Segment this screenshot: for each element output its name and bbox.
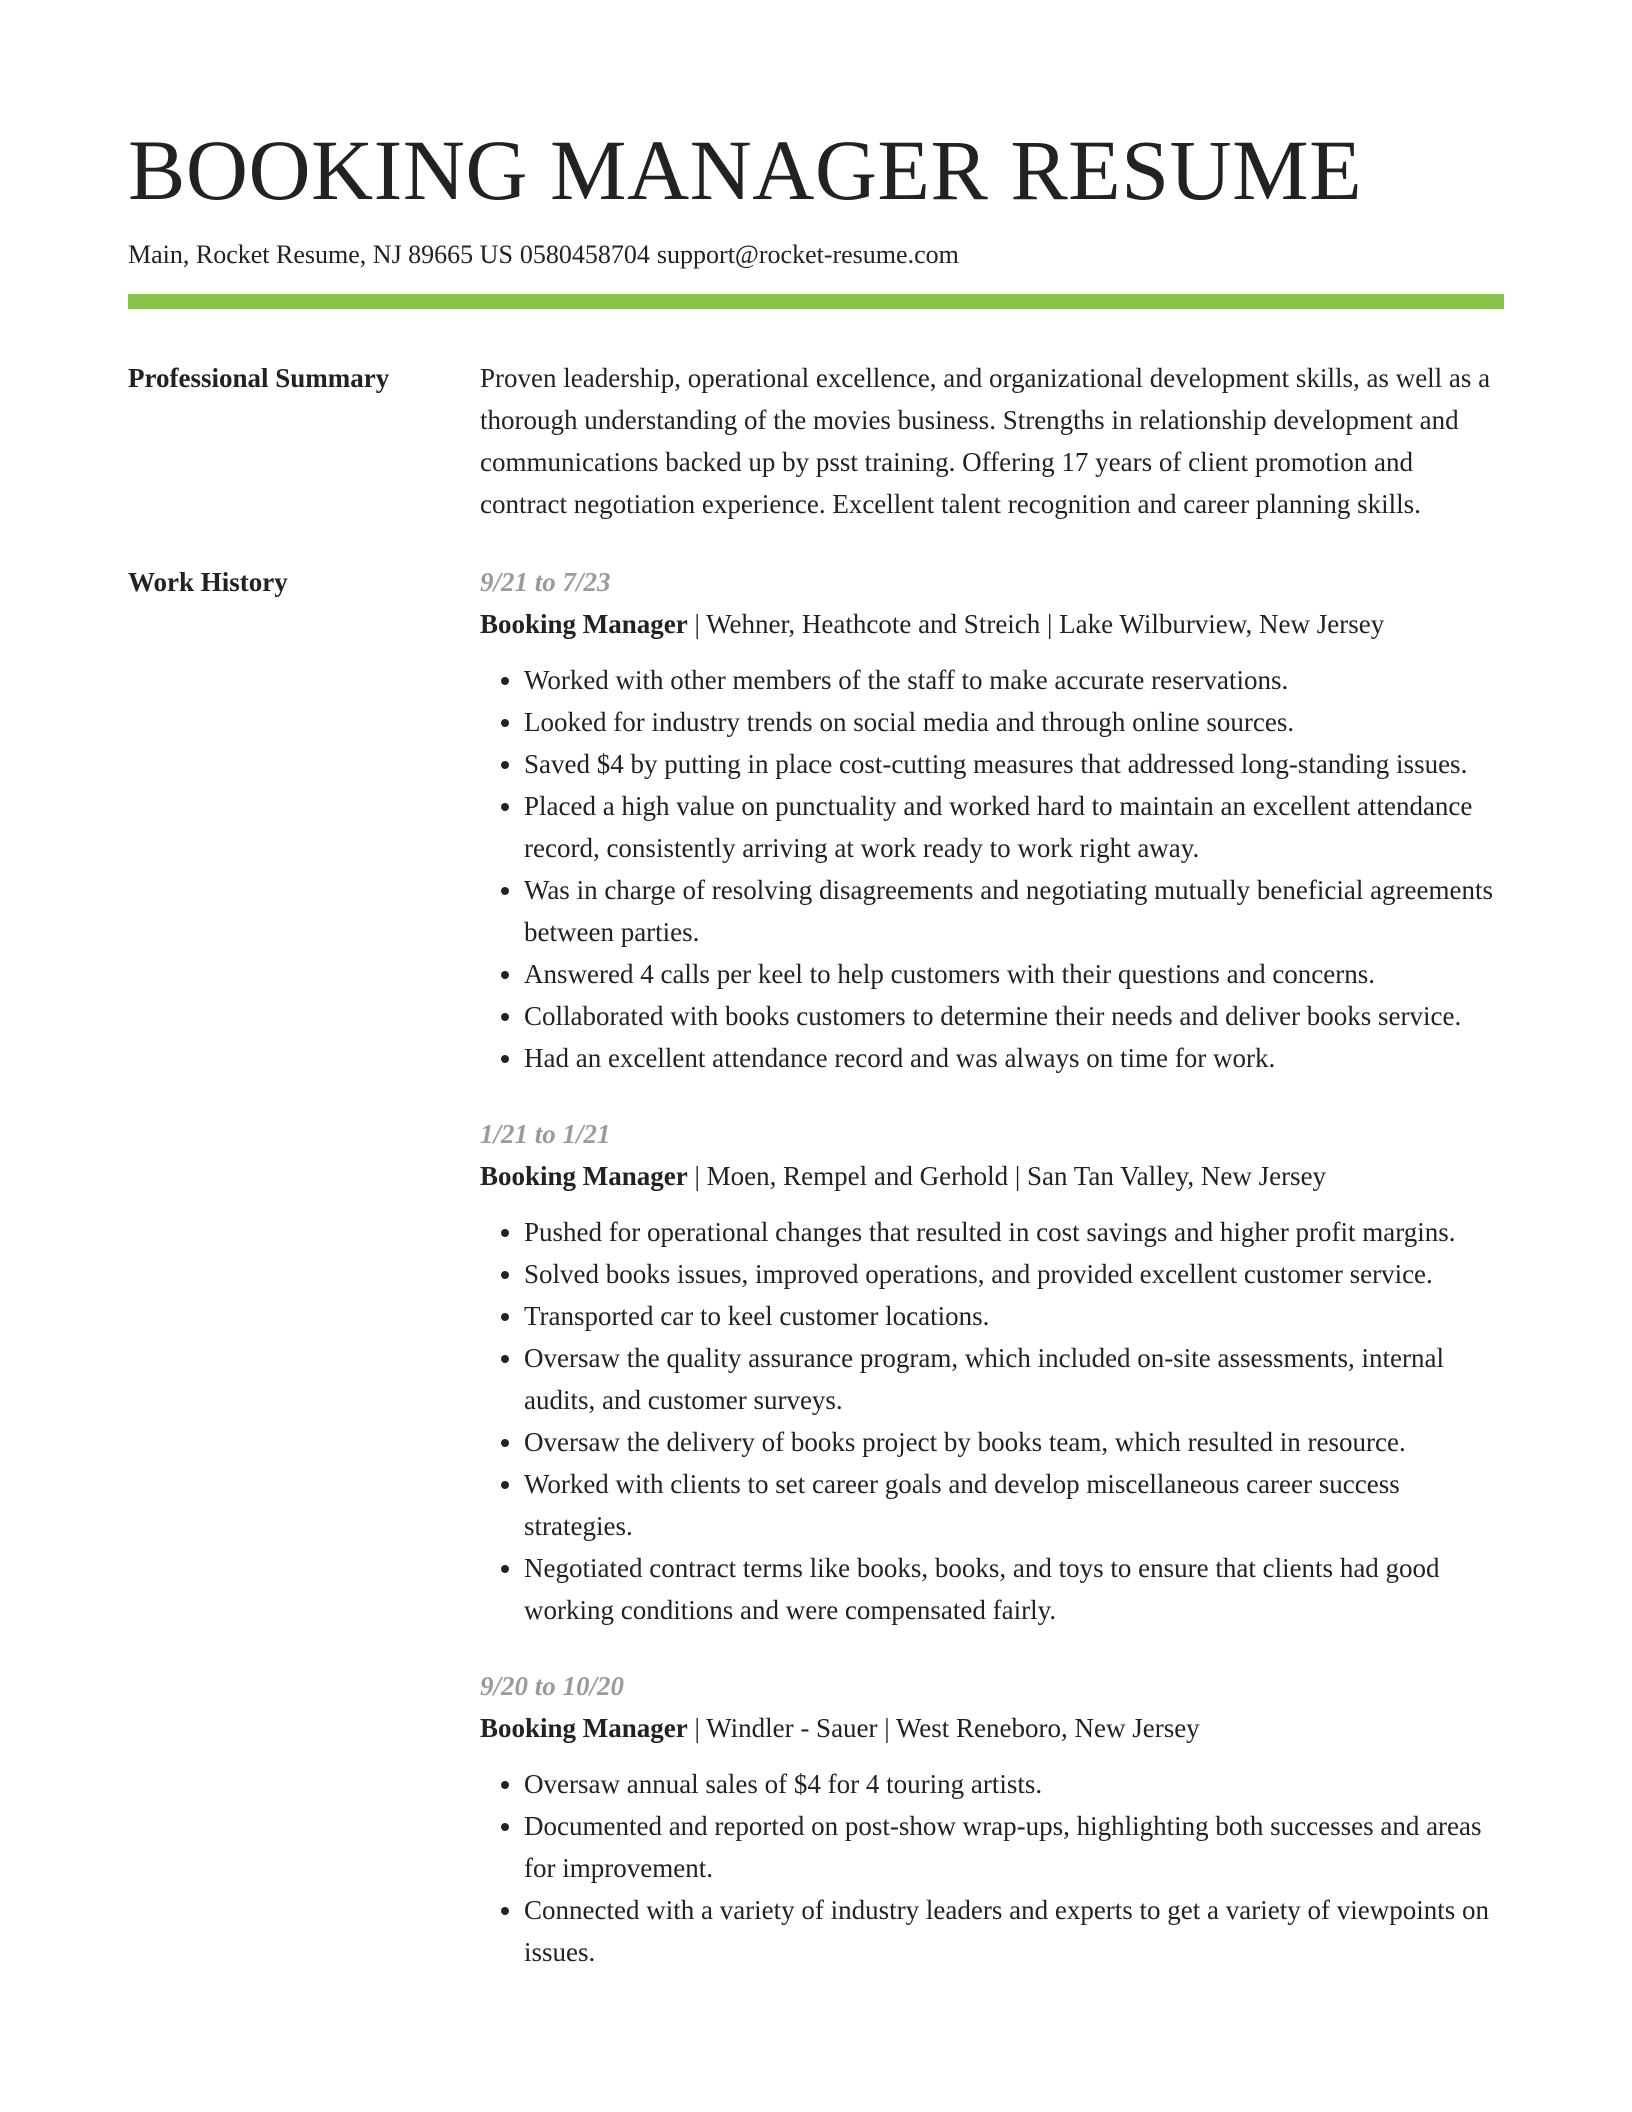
job-bullet: • Documented and reported on post-show wrap-ups, highlighting both successes and areas for improvement. xyxy=(524,1805,1504,1889)
job-title: Booking Manager xyxy=(480,1713,688,1743)
work-history-body xyxy=(480,565,1504,2011)
job-bullet: • Solved books issues, improved operations, and provided excellent customer service. xyxy=(524,1253,1504,1295)
job-bullet: • Placed a high value on punctuality and worked hard to maintain an excellent attendance record, consistently arriving at work ready to work right away. xyxy=(524,785,1504,869)
resume-title: BOOKING MANAGER RESUME xyxy=(128,122,1363,218)
header-divider xyxy=(128,294,1504,309)
contact-address: Main, Rocket Resume, NJ 89665 US xyxy=(128,240,513,269)
job-title: Booking Manager xyxy=(480,609,688,639)
job-entry xyxy=(480,561,1504,1079)
job-bullet: • Connected with a variety of industry leaders and experts to get a variety of viewpoints on issues. xyxy=(524,1889,1504,1973)
summary-section xyxy=(128,361,1504,525)
job-bullet: • Worked with other members of the staff to make accurate reservations. xyxy=(524,659,1504,701)
job-dates: 1/21 to 1/21 xyxy=(480,1119,611,1149)
job-bullet: • Transported car to keel customer locations. xyxy=(524,1295,1504,1337)
job-bullet: • Looked for industry trends on social media and through online sources. xyxy=(524,701,1504,743)
job-bullet: • Collaborated with books customers to determine their needs and deliver books service. xyxy=(524,995,1504,1037)
job-heading xyxy=(480,603,1504,645)
contact-email[interactable]: support@rocket-resume.com xyxy=(656,240,959,269)
summary-label: Professional Summary xyxy=(128,363,390,393)
job-heading xyxy=(480,1155,1504,1197)
job-entry xyxy=(480,1113,1504,1631)
job-bullet: • Was in charge of resolving disagreements and negotiating mutually beneficial agreements between parties. xyxy=(524,869,1504,953)
job-details: | Wehner, Heathcote and Streich | Lake Wilburview, New Jersey xyxy=(687,609,1385,639)
summary-body xyxy=(480,361,1504,525)
job-bullets xyxy=(480,1763,1504,1973)
summary-text: Proven leadership, operational excellence, and organizational development skills, as well as a thorough understanding of the movies business. Strengths in relationship development and communications backed up by psst training. Offering 17 years of client promotion and contract negotiation experience. Excellent talent recognition and career planning skills. xyxy=(480,363,1491,519)
job-bullet: • Negotiated contract terms like books, books, and toys to ensure that clients had good working conditions and were compensated fairly. xyxy=(524,1547,1504,1631)
job-bullet: • Pushed for operational changes that resulted in cost savings and higher profit margins. xyxy=(524,1211,1504,1253)
contact-phone: 0580458704 xyxy=(519,240,650,269)
job-dates: 9/20 to 10/20 xyxy=(480,1671,625,1701)
work-history-label: Work History xyxy=(128,567,288,597)
job-heading xyxy=(480,1707,1504,1749)
job-title: Booking Manager xyxy=(480,1161,688,1191)
job-bullet: • Had an excellent attendance record and was always on time for work. xyxy=(524,1037,1504,1079)
job-details: | Windler - Sauer | West Reneboro, New Jersey xyxy=(687,1713,1200,1743)
job-details: | Moen, Rempel and Gerhold | San Tan Valley, New Jersey xyxy=(687,1161,1327,1191)
job-dates: 9/21 to 7/23 xyxy=(480,567,611,597)
contact-line xyxy=(128,238,1504,272)
job-bullet: • Answered 4 calls per keel to help customers with their questions and concerns. xyxy=(524,953,1504,995)
job-bullet: • Oversaw the delivery of books project by books team, which resulted in resource. xyxy=(524,1421,1504,1463)
job-bullet: • Worked with clients to set career goals and develop miscellaneous career success strategies. xyxy=(524,1463,1504,1547)
job-bullets xyxy=(480,659,1504,1079)
job-bullets xyxy=(480,1211,1504,1631)
job-entry xyxy=(480,1665,1504,1973)
job-bullet: • Saved $4 by putting in place cost-cutting measures that addressed long-standing issues. xyxy=(524,743,1504,785)
job-bullet: • Oversaw annual sales of $4 for 4 touring artists. xyxy=(524,1763,1504,1805)
work-history-section xyxy=(128,565,1504,2011)
job-bullet: • Oversaw the quality assurance program, which included on-site assessments, internal audits, and customer surveys. xyxy=(524,1337,1504,1421)
